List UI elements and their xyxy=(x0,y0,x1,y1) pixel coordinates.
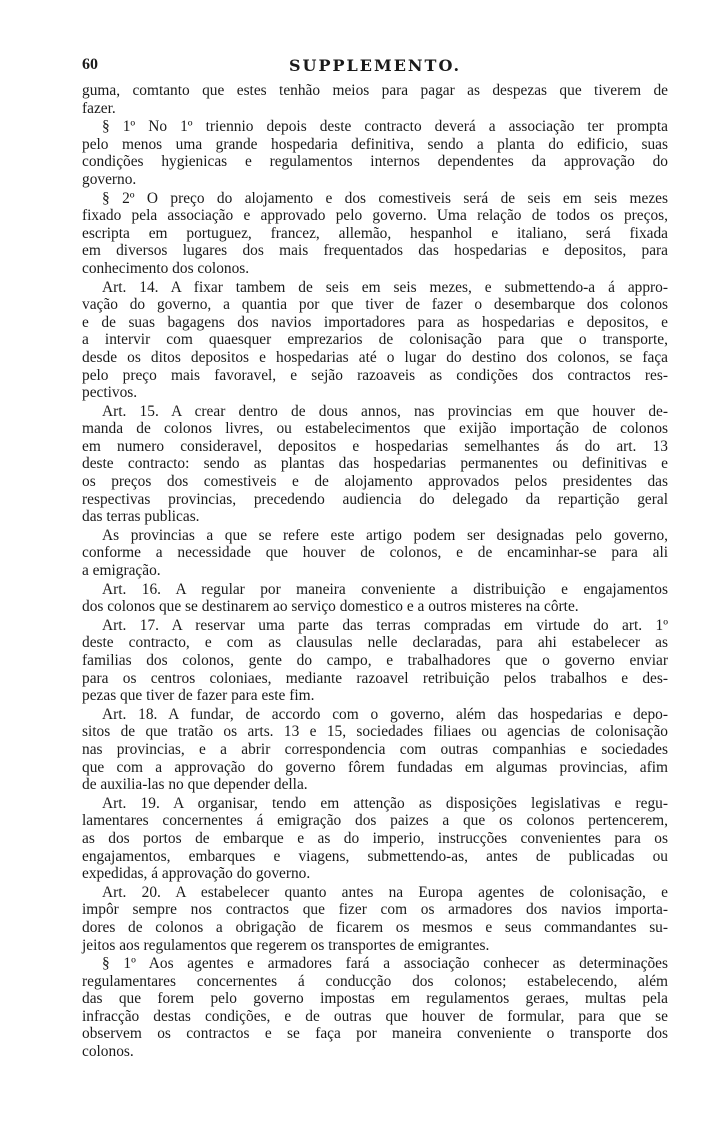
paragraph xyxy=(82,403,668,526)
text-line: a intervir com quaesquer emprezarios de colonisação para que o transporte, xyxy=(82,331,668,349)
text-line: pezas que tiver de fazer para este fim. xyxy=(82,687,315,705)
text-line: respectivas provincias, precedendo audiencia do delegado da repartição geral xyxy=(82,490,668,508)
text-line: guma, comtanto que estes tenhão meios para pagar as despezas que tiverem de xyxy=(82,82,668,99)
text-line: impôr sempre nos contractos que fizer com os armadores dos navios importa- xyxy=(82,901,668,919)
text-line: sitos de que tratão os arts. 13 e 15, sociedades filiaes ou agencias de colonisação xyxy=(82,723,668,741)
text-line: fixado pela associação e approvado pelo governo. Uma relação de todos os preços, xyxy=(82,207,668,225)
paragraph xyxy=(82,190,668,278)
text-line: Art. 14. A fixar tambem de seis em seis mezes, e submettendo-a á appro- xyxy=(102,278,668,296)
text-line: em diversos lugares dos mais frequentados das hospedarias e depositos, para xyxy=(82,242,668,260)
text-line: jeitos aos regulamentos que regerem os transportes de emigrantes. xyxy=(82,936,490,954)
text-line: das terras publicas. xyxy=(82,508,200,526)
text-line: deste contracto, e com as clausulas nelle declaradas, para ahi estabelecer as xyxy=(82,634,668,652)
text-line: expedidas, á approvação do governo. xyxy=(82,865,311,883)
paragraph xyxy=(82,279,668,402)
page-header xyxy=(82,56,668,82)
document-page xyxy=(82,56,668,1062)
text-line: Art. 20. A estabelecer quanto antes na Europa agentes de colonisação, e xyxy=(102,883,668,901)
text-line: os preços dos comestiveis e de alojamento approvados pelos presidentes das xyxy=(82,473,668,491)
text-line: vação do governo, a quantia por que tiver de fazer o desembarque dos colonos xyxy=(82,296,668,314)
text-line: familias dos colonos, gente do campo, e trabalhadores que o governo enviar xyxy=(82,652,668,669)
text-line: lamentares concernentes á emigração dos paizes a que os colonos pertencerem, xyxy=(82,812,668,830)
text-line: pelo menos uma grande hospedaria definitiva, sendo a planta do edificio, suas xyxy=(82,135,668,153)
paragraph xyxy=(82,82,668,117)
document-body xyxy=(82,82,668,1061)
paragraph xyxy=(82,706,668,794)
text-line: pelo preço mais favoravel, e sejão razoaveis as condições dos contractos res- xyxy=(82,366,668,384)
text-line: em numero consideravel, depositos e hospedarias semelhantes ás do art. 13 xyxy=(82,437,668,455)
text-line: Art. 17. A reservar uma parte das terras compradas em virtude do art. 1º xyxy=(102,616,668,634)
text-line: observem os contractos e se faça por maneira conveniente o transporte dos xyxy=(82,1025,668,1043)
text-line: regulamentares concernentes á conducção dos colonos; estabelecendo, além xyxy=(82,972,668,990)
paragraph xyxy=(82,581,668,616)
text-line: Art. 16. A regular por maneira conveniente a distribuição e engajamentos xyxy=(102,580,668,598)
text-line: Art. 15. A crear dentro de dous annos, nas provincias em que houver de- xyxy=(102,402,668,420)
text-line: escripta em portuguez, francez, allemão, hespanhol e italiano, será fixada xyxy=(82,224,668,242)
text-line: fazer. xyxy=(82,99,116,117)
text-line: a emigração. xyxy=(82,562,161,580)
text-line: governo. xyxy=(82,170,137,188)
text-line: Art. 18. A fundar, de accordo com o governo, além das hospedarias e depo- xyxy=(102,705,668,723)
paragraph xyxy=(82,527,668,580)
text-line: que com a approvação do governo fôrem fundadas em algumas provincias, afim xyxy=(82,758,668,776)
text-line: das que forem pelo governo impostas em regulamentos geraes, multas pela xyxy=(82,990,668,1008)
text-line: desde os ditos depositos e hospedarias até o lugar do destino dos colonos, se faça xyxy=(82,348,668,366)
text-line: para os centros coloniaes, mediante razoavel retribuição pelos trabalhos e des- xyxy=(82,669,668,687)
text-line: § 1º No 1º triennio depois deste contracto deverá a associação ter prompta xyxy=(102,118,668,136)
page-title: SUPPLEMENTO. xyxy=(288,56,462,75)
text-line: de auxilia-las no que depender della. xyxy=(82,776,308,794)
text-line: engajamentos, embarques e viagens, submettendo-as, antes de publicadas ou xyxy=(82,847,668,865)
page-number: 60 xyxy=(82,56,98,73)
text-line: § 1º Aos agentes e armadores fará a associação conhecer as determinações xyxy=(102,955,668,973)
text-line: dores de colonos a obrigação de ficarem os mesmos e seus commandantes su- xyxy=(82,918,668,936)
text-line: § 2º O preço do alojamento e dos comestiveis será de seis em seis mezes xyxy=(102,189,668,207)
text-line: condições hygienicas e regulamentos internos dependentes da approvação do xyxy=(82,153,668,171)
text-line: as dos portos de embarque e as do imperio, instrucções convenientes para os xyxy=(82,829,668,847)
text-line: deste contracto: sendo as plantas das hospedarias permanentes ou definitivas e xyxy=(82,455,668,473)
paragraph xyxy=(82,884,668,954)
text-line: As provincias a que se refere este artigo podem ser designadas pelo governo, xyxy=(102,526,668,544)
text-line: dos colonos que se destinarem ao serviço domestico e a outros misteres na côrte. xyxy=(82,598,579,616)
text-line: Art. 19. A organisar, tendo em attenção as disposições legislativas e regu- xyxy=(102,794,668,812)
text-line: colonos. xyxy=(82,1043,134,1061)
paragraph xyxy=(82,118,668,188)
paragraph xyxy=(82,617,668,705)
text-line: manda de colonos livres, ou estabelecimentos que exijão importação de colonos xyxy=(82,420,668,438)
text-line: pectivos. xyxy=(82,384,138,402)
text-line: nas provincias, e a abrir correspondencia com outras companhias e sociedades xyxy=(82,740,668,758)
text-line: conhecimento dos colonos. xyxy=(82,259,250,277)
text-line: infracção destas condições, e de outras que houver de formular, para que se xyxy=(82,1007,668,1025)
paragraph xyxy=(82,955,668,1061)
paragraph xyxy=(82,795,668,883)
text-line: e de suas bagagens dos navios importadores para as hospedarias e depositos, e xyxy=(82,313,668,331)
text-line: conforme a necessidade que houver de colonos, e de encaminhar-se para ali xyxy=(82,544,668,562)
